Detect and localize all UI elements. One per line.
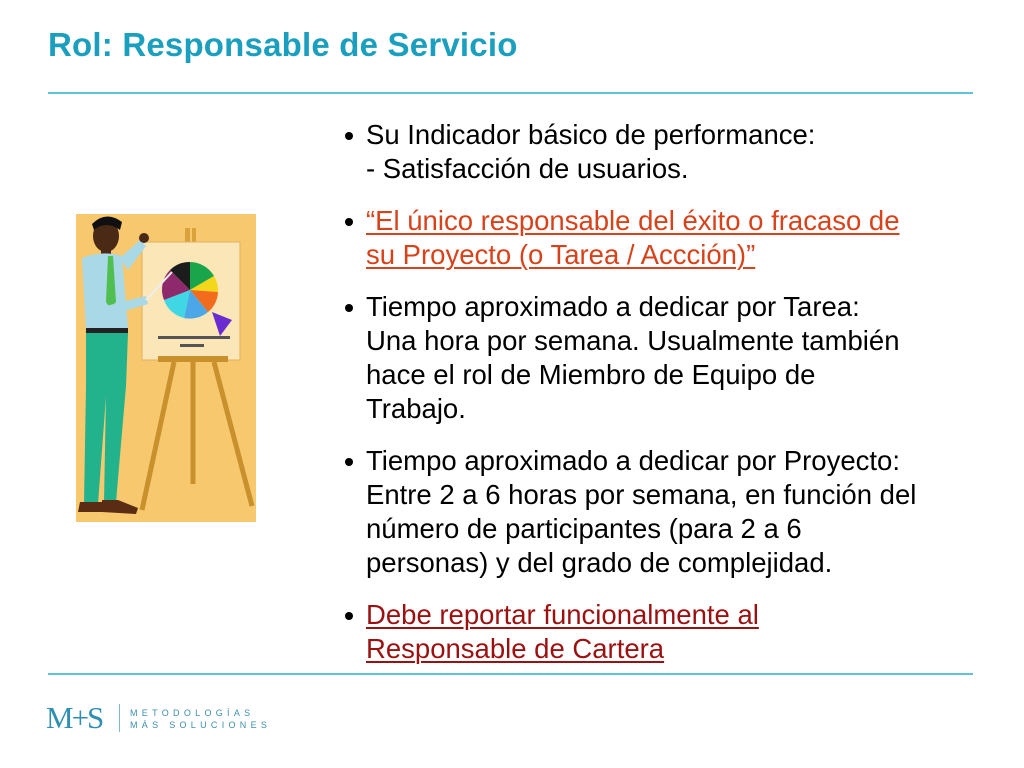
bullet-line: Su Indicador básico de performance: [366, 119, 816, 150]
title-divider [48, 92, 973, 94]
bullet-line: número de participantes (para 2 a 6 [366, 513, 802, 544]
logo-text-line2: MÁS SOLUCIONES [130, 720, 272, 730]
logo-mark: M+S [46, 700, 103, 735]
bullet-item-responsibility-link[interactable] [342, 204, 1006, 272]
logo-text-line1: METODOLOGÍAS [130, 708, 255, 718]
bullet-line: - Satisfacción de usuarios. [366, 153, 689, 184]
slide-title: Rol: Responsable de Servicio [48, 26, 518, 63]
bullet-item-kpi [342, 118, 1006, 186]
bullet-link-line[interactable]: su Proyecto (o Tarea / Accción)” [366, 239, 756, 270]
bullet-line: Tiempo aproximado a dedicar por Tarea: [366, 291, 860, 322]
bullet-link-line[interactable]: Debe reportar funcionalmente al [366, 599, 759, 630]
bullet-item-time-per-task [342, 290, 1006, 426]
footer-divider [48, 673, 973, 675]
bullet-line: personas) y del grado de complejidad. [366, 547, 833, 578]
bullet-line: Trabajo. [366, 393, 466, 424]
bullet-list [342, 118, 1006, 684]
bullet-item-time-per-project [342, 444, 1006, 580]
bullet-link-line[interactable]: “El único responsable del éxito o fracaso de [366, 205, 900, 236]
bullet-line: hace el rol de Miembro de Equipo de [366, 359, 816, 390]
bullet-line: Tiempo aproximado a dedicar por Proyecto: [366, 445, 900, 476]
presenter-with-pie-chart-illustration [76, 210, 258, 524]
bullet-link-line[interactable]: Responsable de Cartera [366, 633, 665, 664]
bullet-line: Entre 2 a 6 horas por semana, en función del [366, 479, 917, 510]
bullet-item-reporting-link[interactable] [342, 598, 1006, 666]
bullet-line: Una hora por semana. Usualmente también [366, 325, 900, 356]
logo-divider [119, 704, 120, 732]
